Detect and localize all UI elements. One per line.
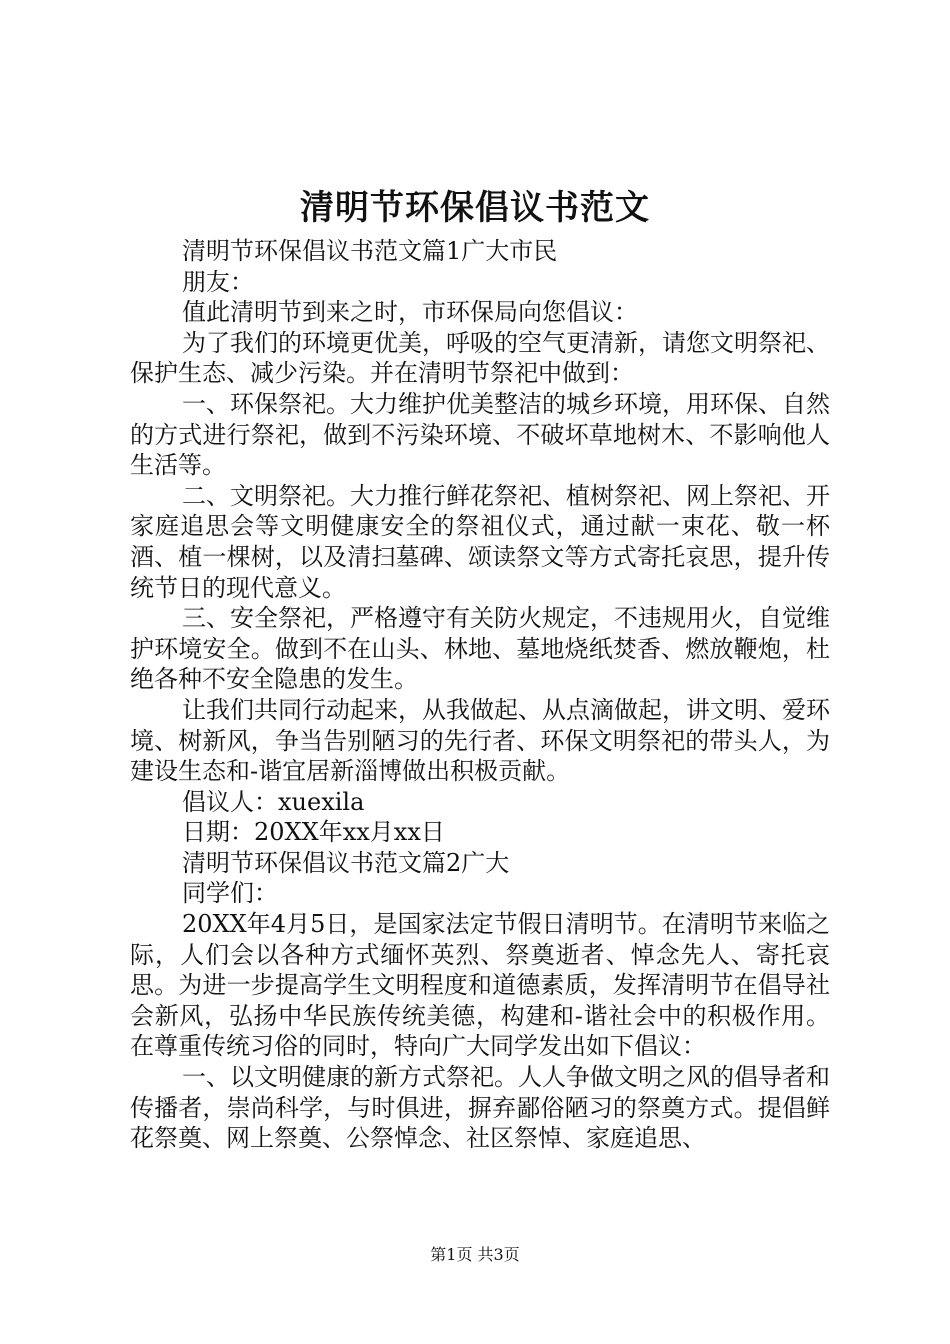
paragraph: 三、安全祭祀，严格遵守有关防火规定，不违规用火，自觉维护环境安全。做到不在山头、林地、墓地烧纸焚香、燃放鞭炮，杜绝各种不安全隐患的发生。	[130, 604, 830, 694]
paragraph: 值此清明节到来之时，市环保局向您倡议：	[182, 298, 638, 327]
paragraph: 20XX年4月5日，是国家法定节假日清明节。在清明节来临之际，人们会以各种方式缅怀英烈、祭奠逝者、悼念先人、寄托哀思。为进一步提高学生文明程度和道德素质，发挥清明节在倡导社会新风，弘扬中华民族传统美德，构建和-谐社会中的积极作用。在尊重传统习俗的同时，特向广大同学发出如下倡议：	[130, 910, 830, 1061]
paragraph: 日期：20XX年xx月xx日	[182, 818, 445, 847]
paragraph: 一、以文明健康的新方式祭祀。人人争做文明之风的倡导者和传播者，崇尚科学，与时俱进，摒弃鄙俗陋习的祭奠方式。提倡鲜花祭奠、网上祭奠、公祭悼念、社区祭悼、家庭追思、	[130, 1063, 830, 1153]
paragraph: 一、环保祭祀。大力维护优美整洁的城乡环境，用环保、自然的方式进行祭祀，做到不污染环境、不破坏草地树木、不影响他人生活等。	[130, 389, 830, 480]
paragraph: 同学们：	[182, 879, 278, 908]
paragraph: 朋友：	[182, 267, 254, 296]
paragraph: 让我们共同行动起来，从我做起、从点滴做起，讲文明、爱环境、树新风，争当告别陋习的先行者、环保文明祭祀的带头人，为建设生态和-谐宜居新淄博做出积极贡献。	[130, 695, 830, 786]
paragraph: 倡议人：xuexila	[182, 787, 365, 816]
document-title: 清明节环保倡议书范文	[300, 188, 650, 228]
paragraph: 清明节环保倡议书范文篇2广大	[182, 848, 510, 877]
paragraph: 为了我们的环境更优美，呼吸的空气更清新，请您文明祭祀、保护生态、减少污染。并在清明节祭祀中做到：	[130, 328, 830, 388]
paragraph: 二、文明祭祀。大力推行鲜花祭祀、植树祭祀、网上祭祀、开家庭追思会等文明健康安全的祭祖仪式，通过献一束花、敬一杯酒、植一棵树，以及清扫墓碑、颂读祭文等方式寄托哀思，提升传统节日的现代意义。	[130, 481, 830, 602]
page-footer: 第1页 共3页	[430, 1245, 520, 1264]
paragraph: 清明节环保倡议书范文篇1广大市民	[182, 237, 558, 265]
document-body	[130, 236, 830, 1154]
